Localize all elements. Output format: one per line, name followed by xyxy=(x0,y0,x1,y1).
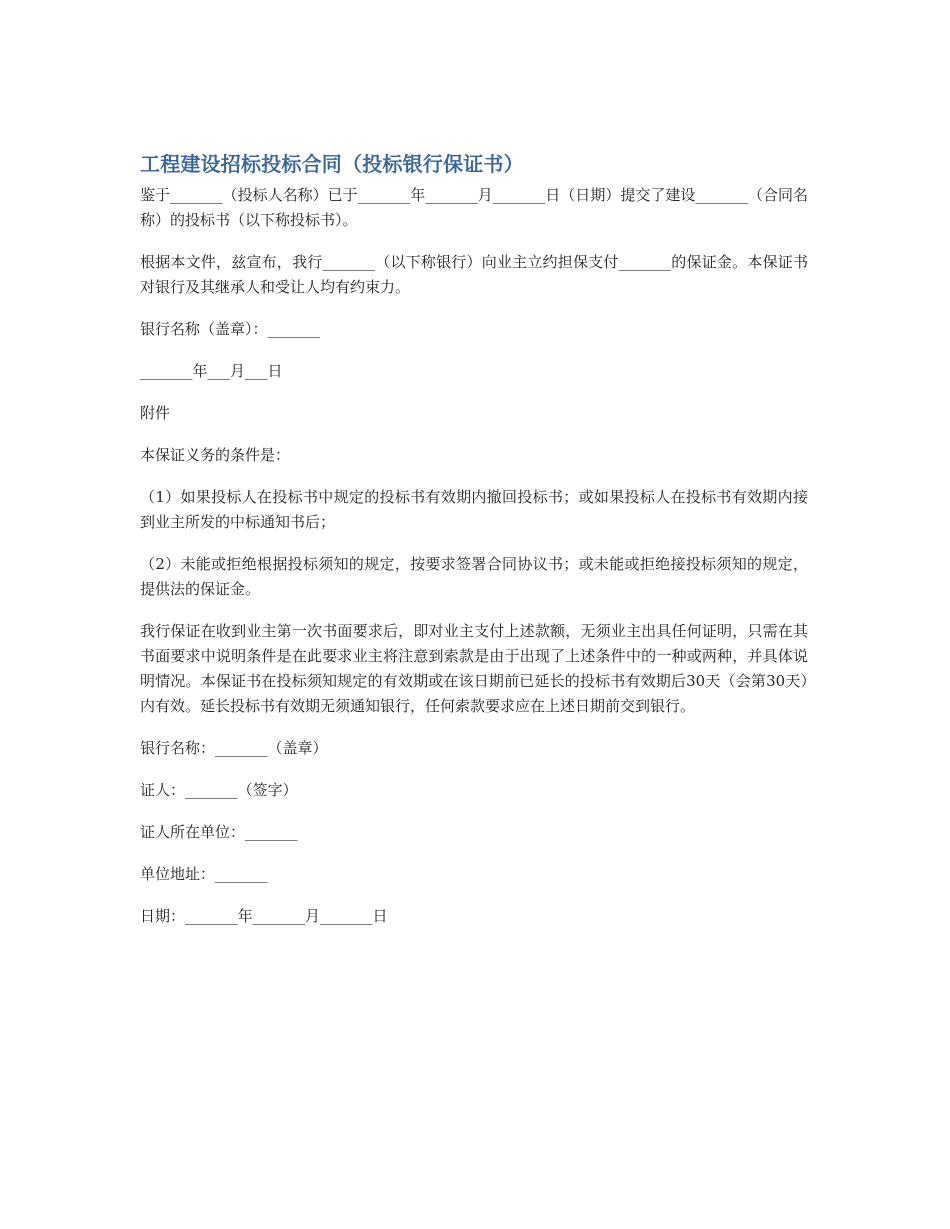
guarantee-paragraph: 我行保证在收到业主第一次书面要求后，即对业主支付上述款额，无须业主出具任何证明，只需在其书面要求中说明条件是在此要求业主将注意到索款是由于出现了上述条件中的一种或两种，并具体说明情况。本保证书在投标须知规定的有效期或在该日期前已延长的投标书有效期后30天（会第30天）内有效。延长投标书有效期无须通知银行，任何索款要求应在上述日期前交到银行。 xyxy=(140,622,808,715)
declaration-paragraph: 根据本文件，兹宣布，我行_______（以下称银行）向业主立约担保支付_______的保证金。本保证书对银行及其继承人和受让人均有约束力。 xyxy=(140,253,808,296)
signing-date-line: 日期：_______年_______月_______日 xyxy=(140,907,388,925)
witness-unit-line: 证人所在单位：_______ xyxy=(140,823,298,841)
bank-name-seal-line: 银行名称（盖章）：_______ xyxy=(140,320,321,338)
intro-paragraph: 鉴于_______（投标人名称）已于_______年_______月_______日（日期）提交了建设_______（合同名称）的投标书（以下称投标书）。 xyxy=(140,186,808,229)
condition-2: （2）未能或拒绝根据投标须知的规定，按要求签署合同协议书；或未能或拒绝接投标须知的规定，提供法的保证金。 xyxy=(140,555,808,598)
attachment-heading: 附件 xyxy=(140,404,171,422)
condition-1: （1）如果投标人在投标书中规定的投标书有效期内撤回投标书；或如果投标人在投标书有效期内接到业主所发的中标通知书后； xyxy=(140,488,808,531)
witness-line: 证人：_______（签字） xyxy=(140,781,298,799)
document-title: 工程建设招标投标合同（投标银行保证书） xyxy=(140,152,524,176)
bank-name-line: 银行名称：_______（盖章） xyxy=(140,739,328,757)
document-body xyxy=(140,150,808,946)
unit-address-line: 单位地址：_______ xyxy=(140,865,268,883)
date-line: _______年___月___日 xyxy=(140,362,283,380)
conditions-heading: 本保证义务的条件是： xyxy=(140,446,291,464)
